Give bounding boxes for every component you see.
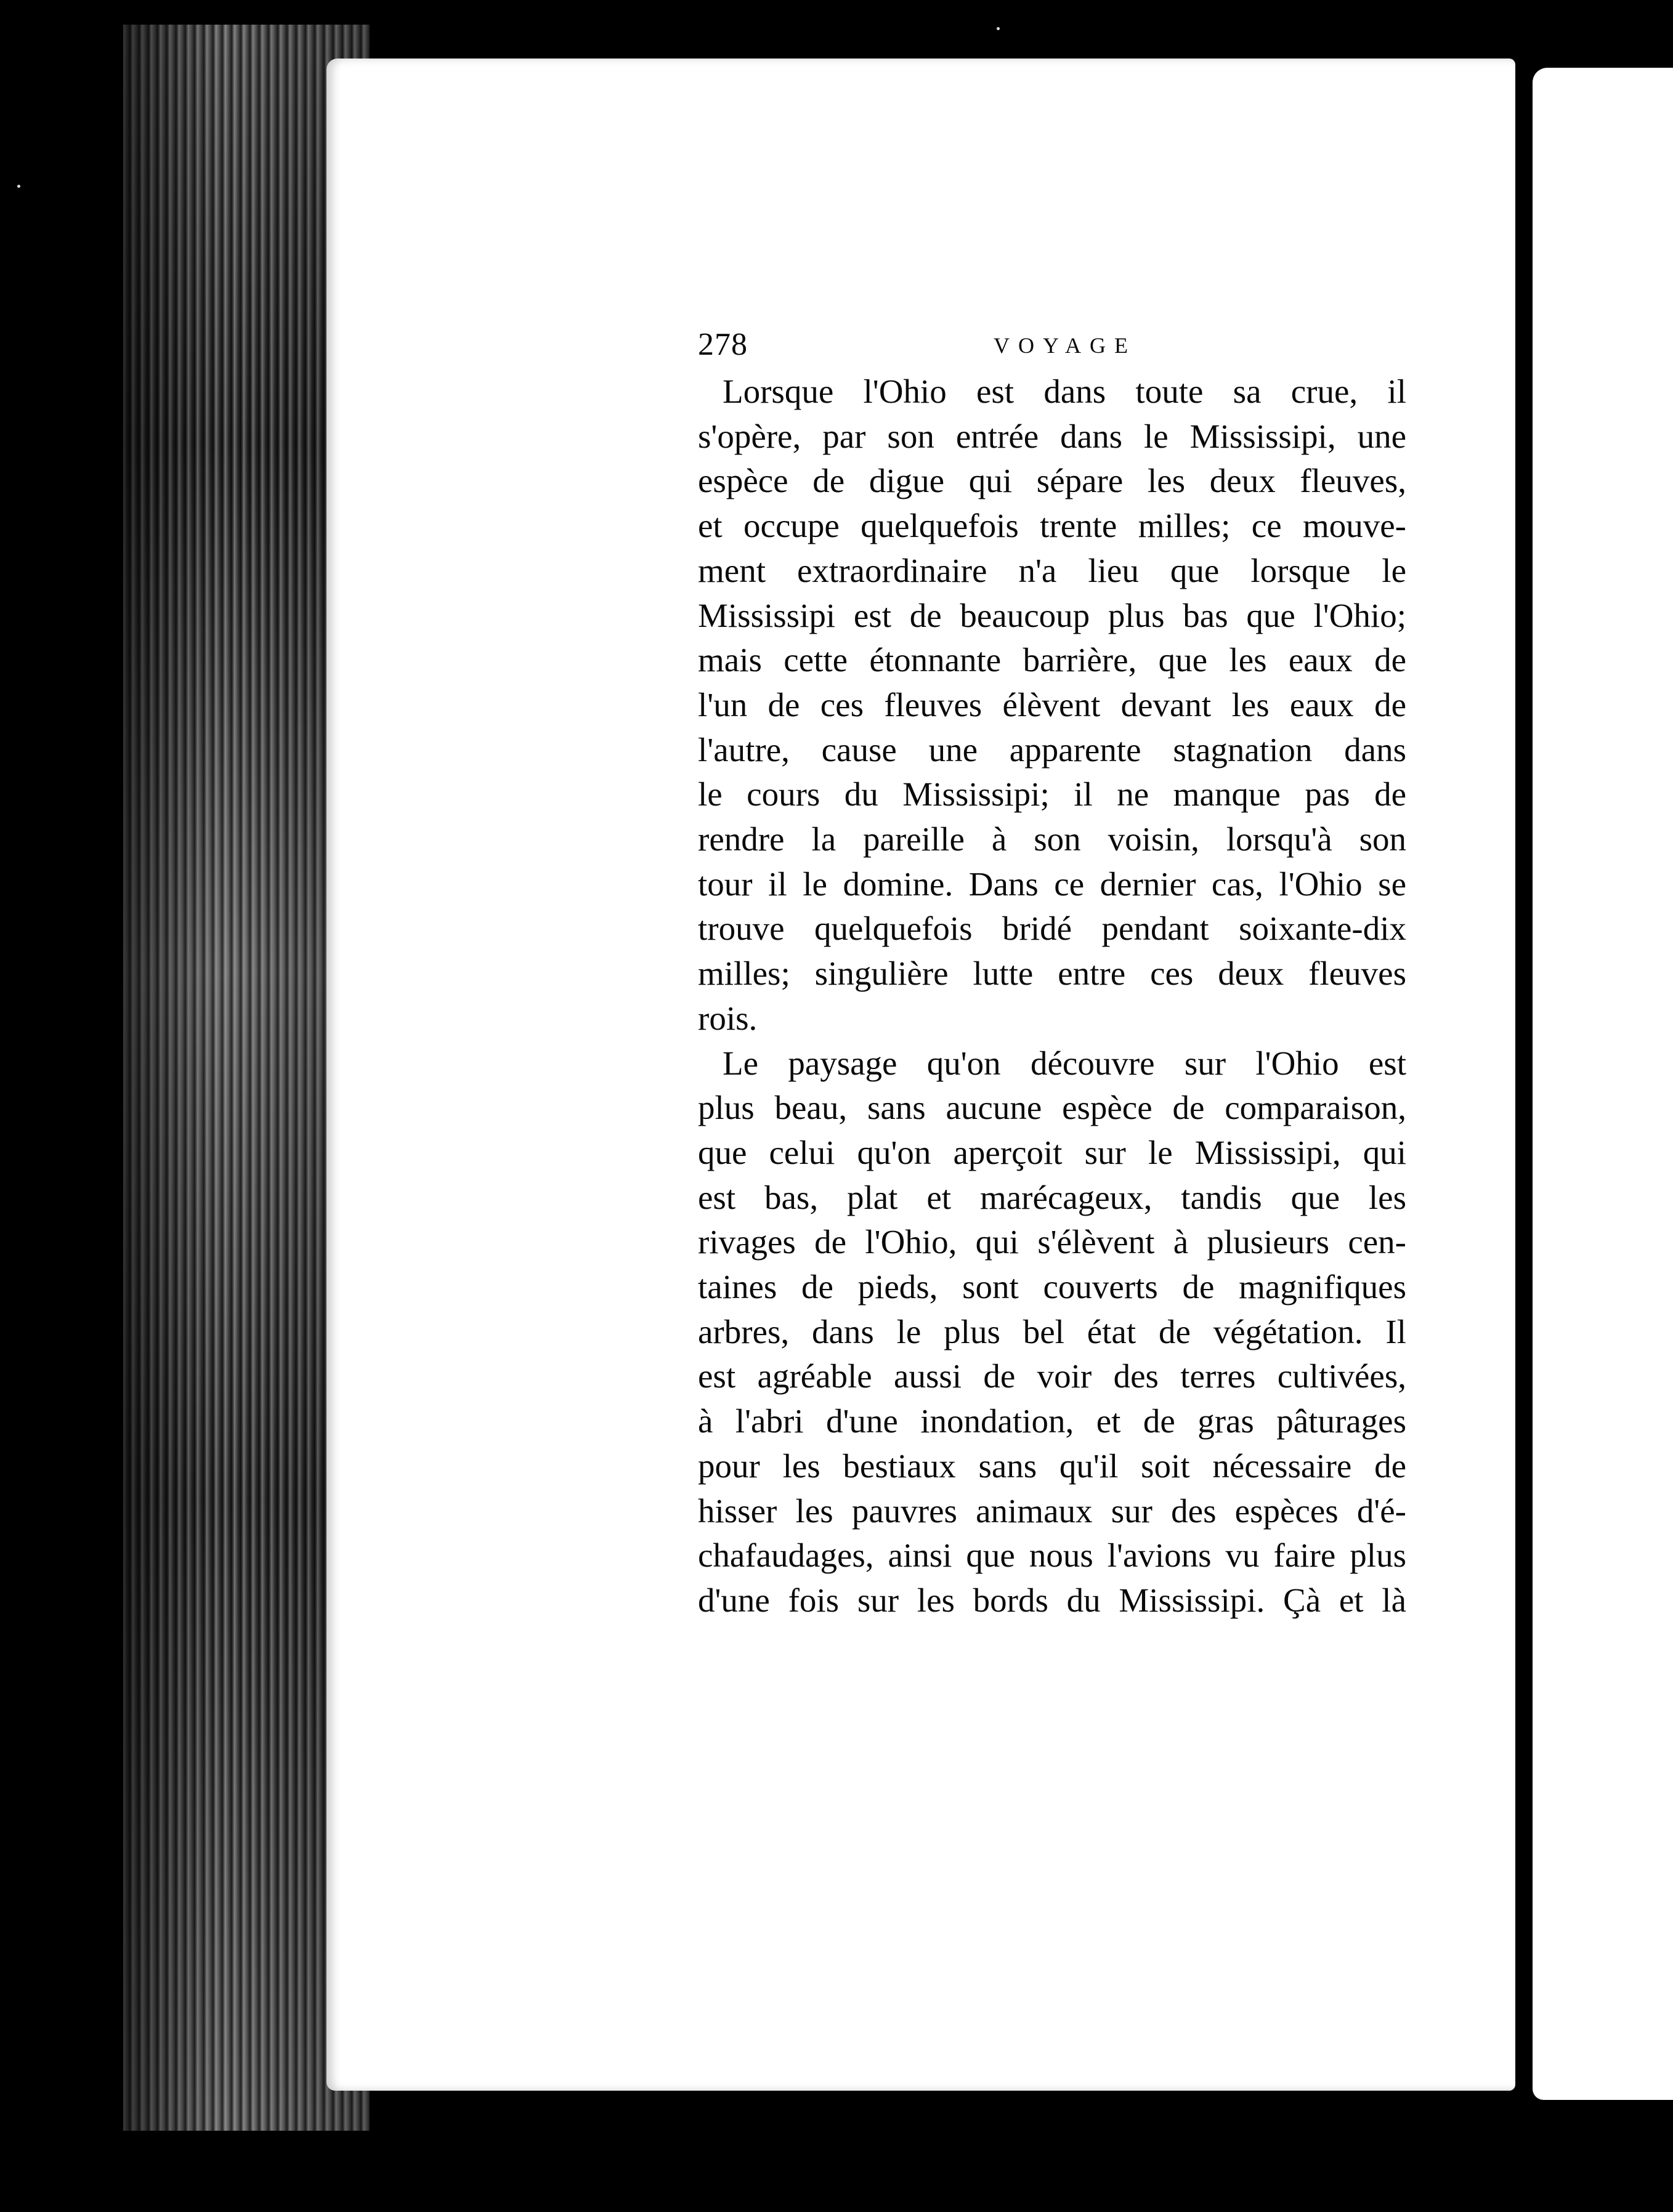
text-line: plus beau, sans aucune espèce de comparaison, (698, 1089, 1406, 1127)
text-line: taines de pieds, sont couverts de magnifiques (698, 1268, 1406, 1306)
paragraph (698, 1041, 1406, 1623)
text-line: milles; singulière lutte entre ces deux fleuves (698, 955, 1406, 993)
text-line: chafaudages, ainsi que nous l'avions vu faire plus (698, 1536, 1406, 1575)
body-text (698, 369, 1406, 1623)
paragraph (698, 369, 1406, 1041)
text-line: Mississipi est de beaucoup plus bas que l'Ohio; (698, 596, 1406, 634)
text-line: tour il le domine. Dans ce dernier cas, l'Ohio se (698, 865, 1406, 903)
speck (997, 27, 1000, 30)
speck (17, 185, 20, 188)
facing-page (1533, 68, 1673, 2100)
text-line: trouve quelquefois bridé pendant soixante-dix (698, 910, 1406, 948)
running-head-title: VOYAGE (994, 333, 1136, 358)
text-line: arbres, dans le plus bel état de végétation. Il (698, 1312, 1406, 1350)
text-line: s'opère, par son entrée dans le Mississipi, une (698, 417, 1406, 455)
text-line: et occupe quelquefois trente milles; ce mouve- (698, 507, 1406, 545)
text-line: l'un de ces fleuves élèvent devant les eaux de (698, 685, 1406, 724)
text-line: d'une fois sur les bords du Mississipi. Çà et là (698, 1581, 1406, 1619)
page-number: 278 (698, 327, 748, 362)
running-head (698, 326, 1406, 369)
text-line: mais cette étonnante barrière, que les eaux de (698, 641, 1406, 679)
text-line: le cours du Mississipi; il ne manque pas de (698, 775, 1406, 813)
text-line: espèce de digue qui sépare les deux fleuves, (698, 462, 1406, 500)
text-line: ment extraordinaire n'a lieu que lorsque le (698, 551, 1406, 589)
text-line: est bas, plat et marécageux, tandis que les (698, 1178, 1406, 1216)
text-line: est agréable aussi de voir des terres cultivées, (698, 1357, 1406, 1395)
text-line: à l'abri d'une inondation, et de gras pâturages (698, 1402, 1406, 1440)
text-line: que celui qu'on aperçoit sur le Mississipi, qui (698, 1133, 1406, 1171)
text-line: rois. (698, 999, 758, 1037)
text-line: rendre la pareille à son voisin, lorsqu'à son (698, 820, 1406, 858)
text-line: rivages de l'Ohio, qui s'élèvent à plusieurs cen- (698, 1223, 1406, 1261)
text-block (698, 326, 1406, 1623)
text-line: pour les bestiaux sans qu'il soit nécessaire de (698, 1447, 1406, 1485)
text-line: l'autre, cause une apparente stagnation dans (698, 730, 1406, 769)
text-line: hisser les pauvres animaux sur des espèces d'é- (698, 1491, 1406, 1530)
text-line: Lorsque l'Ohio est dans toute sa crue, il (723, 373, 1406, 410)
text-line: Le paysage qu'on découvre sur l'Ohio est (723, 1044, 1406, 1082)
